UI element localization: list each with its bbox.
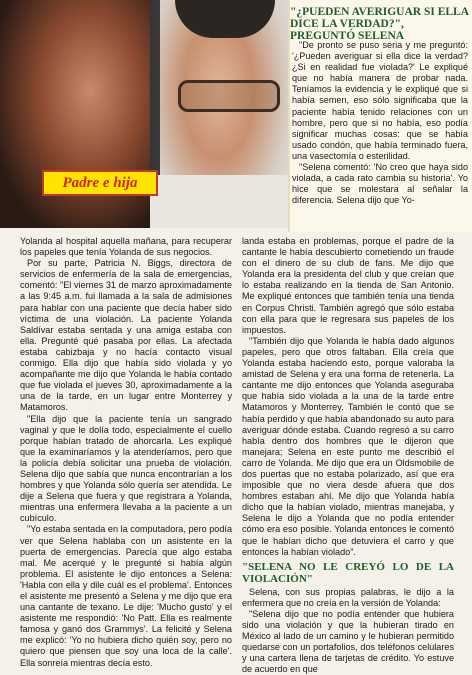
sidebar-paragraph-1: "De pronto se puso seria y me preguntó: '¿Pueden averiguar si ella dice la verdad? ¿Si en realidad fue violada?' Le expliqué que no había manera de probar nada. Teníamos la evidencia y le expliqué que si había semen, eso sólo significaba que la paciente había tenido relaciones con un hombre, pero que si no había, eso podía significar muchas cosas: que se había usado condón, que había terminado fuera, una vasectomía o esterilidad. bbox=[292, 40, 468, 161]
right-paragraph-3: Selena, con sus propias palabras, le dijo a la enfermera que no creía en la versión de Yolanda: bbox=[242, 586, 454, 608]
shirt bbox=[150, 175, 290, 228]
sidebar-paragraph-2: "Selena comentó: 'No creo que haya sido violada, a cada rato cambia su historia'. Yo hice que se molestara al señalar la diferencia. Selena dijo que Yo- bbox=[292, 162, 468, 206]
photo-caption: Padre e hija bbox=[42, 170, 158, 196]
left-column bbox=[20, 236, 232, 669]
glasses bbox=[178, 80, 280, 112]
sidebar-column bbox=[292, 40, 468, 206]
section-heading: "SELENA NO LE CREYÓ LO DE LA VIOLACIÓN" bbox=[242, 560, 454, 585]
right-paragraph-1: landa estaba en problemas, porque el padre de la cantante le había descubierto cometiendo un fraude con el dinero de su club de fans. Me dijo que Yolanda era la presidenta del club y que creían que lo estaba realizando en la tienda de San Antonio. Me expliqué entonces que también tenía una tienda en Corpus Christi. También agregó que sólo estaba con ella para que le regresara sus papeles de los impuestos. bbox=[242, 236, 454, 335]
right-paragraph-2: "También dijo que Yolanda le había dado algunos papeles, pero que otros faltaban. Ella creía que Yolanda estaba haciendo esto, porque valoraba la amistad de Selena y era una forma de retenerla. La cantante me dijo entonces que Yolanda aseguraba que había sido violada a la una de la tarde entre Matamoros y Monterrey. También le contó que se había perdido y que había abandonado su auto para averiguar dónde estaba. Cuando regresó a su carro había dentro dos hombres que le dijeron que manejara; Selena en este punto me describió el carro de Yolanda. Me dijo que era un Oldsmobile de dos puertas que no estaba polarizado, así que era imposible que no viera desde afuera que dos hombres estaban ahí. Me dijo que Yolanda había dicho que la habían violado, mientras manejaba, y Selena le dijo a Yolanda que no podía entender cómo era eso posible. Yolanda entonces le comentó que le habían dicho que detuviera el carro y que entonces la habían violado". bbox=[242, 335, 454, 557]
left-paragraph-2: Por su parte, Patricia N. Biggs, directora de servicios de enfermería de la sala de emergencias, comentó: "El viernes 31 de marzo aproximadamente a las 9:45 a.m. fui llamada a la sala de admisiones para hablar con una paciente que decía haber sido víctima de una violación. La paciente Yolanda Saldívar estaba sentada y una amiga estaba con ella. Pregunté qué pasaba por ellas. La afectada estaba cabizbaja y no hacía contacto visual conmigo. Ella dijo que había sido violada y yo acompañante me dijo que Yolanda le había contado que fue violada el jueves 30, aproximadamente a la una de la tarde, en un lugar entre Monterrey y Matamoros. bbox=[20, 258, 232, 413]
left-paragraph-3: "Ella dijo que la paciente tenía un sangrado vaginal y que le dolía todo, especialmente el cuello porque habían tratado de ahorcarla. Les expliqué que la examinaríamos y la atenderíamos, pero que la policía debía solicitar una prueba de violación. Selena dijo que sabía que nunca encontrarían a los hombres y que Yolanda sólo quería ser atendida. Le dije a Selena que fuera y que registrara a Yolanda, mientras una enfermera llevaba a la paciente a un cubículo. bbox=[20, 413, 232, 524]
article-photo bbox=[0, 0, 290, 228]
left-paragraph-1: Yolanda al hospital aquella mañana, para recuperar los papeles que tenía Yolanda de sus negocios. bbox=[20, 236, 232, 258]
left-paragraph-4: "Yo estaba sentada en la computadora, pero podía ver que Selena hablaba con un asistente en la puerta de emergencias. Parecía que algo estaba mal. Me acerqué y le pregunté si había algún problema. El asistente le dijo entonces a Selena: 'Habla con ella y dile cuál es el problema'. Entonces el asistente me presentó a Selena y me dijo que era una cantante de texano. Le dije: 'Mucho gusto' y el asistente me respondió: 'No Patt. Ella es realmente famosa y ganó dos Grammys'. La felicité y Selena me explicó: 'Yo no hubiera dicho quién soy, pero no quiero que piensen que soy una loca de la calle'. Ella sonreía mientras decía esto. bbox=[20, 524, 232, 668]
right-column bbox=[242, 236, 454, 675]
right-paragraph-4: "Selena dijo que no podía entender que hubiera sido una violación y que la hubieran tirado en México al lado de un camino y le hubieran permitido quedarse con un portafolios, dos teléfonos celulares y una cartera llena de tarjetas de crédito. Yo estuve de acuerdo en que bbox=[242, 608, 454, 675]
sidebar-heading: "¿PUEDEN AVERIGUAR SI ELLA DICE LA VERDAD?", PREGUNTÓ SELENA bbox=[290, 6, 469, 42]
